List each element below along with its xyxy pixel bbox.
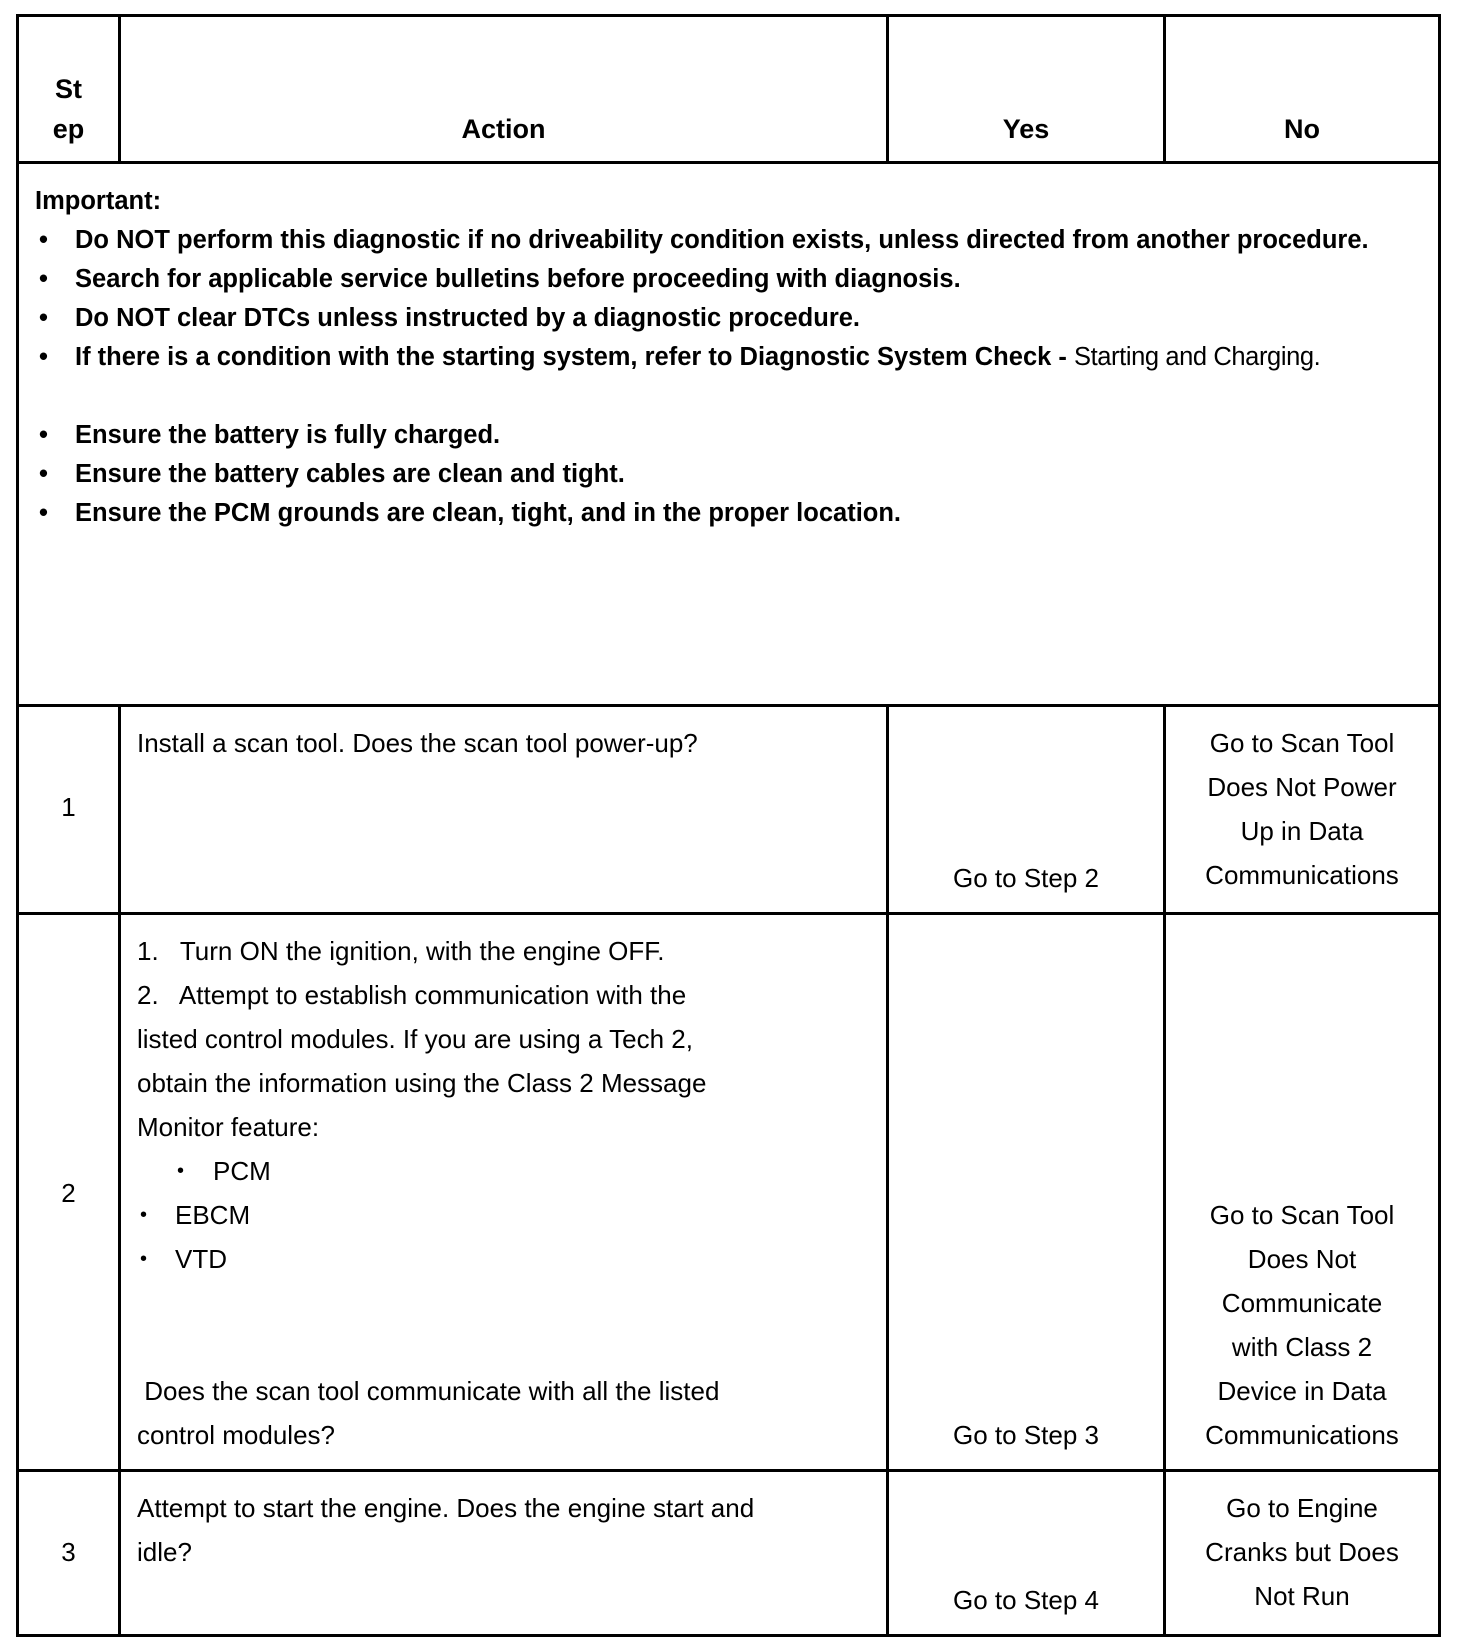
yes-text: Go to Step 2 [953, 863, 1099, 893]
module-item: • VTD [137, 1237, 870, 1281]
no-text-line: Device in Data [1217, 1376, 1387, 1406]
diagnostic-table [16, 14, 1441, 1637]
important-item: • Search for applicable service bulletins before proceeding with diagnosis. [35, 260, 1422, 299]
no-text-line: Not Run [1254, 1581, 1350, 1611]
step-row [18, 706, 1440, 914]
important-title: Important: [35, 187, 162, 215]
action-line: Attempt to start the engine. Does the engine start and [137, 1493, 755, 1523]
header-step [18, 16, 120, 163]
action-ol-item: 2. Attempt to establish communication with the [137, 980, 687, 1010]
action-cell [120, 706, 888, 914]
header-action-label: Action [461, 114, 546, 144]
yes-text: Go to Step 3 [953, 1420, 1099, 1450]
important-item-bold-part: If there is a condition with the starting system, refer to Diagnostic System Check - [75, 343, 1067, 371]
important-item-normal-part: Starting and Charging. [1073, 343, 1321, 371]
action-line: listed control modules. If you are using a Tech 2, [137, 1024, 693, 1054]
header-step-line2: ep [52, 114, 85, 144]
action-cell [120, 914, 888, 1471]
action-cell [120, 1471, 888, 1636]
no-text [1166, 1193, 1438, 1457]
action-text [121, 915, 886, 1457]
header-action [120, 16, 888, 163]
header-no-label: No [1284, 114, 1320, 144]
yes-cell [888, 1471, 1165, 1636]
step-number: 2 [61, 1178, 76, 1208]
action-line: obtain the information using the Class 2 Message [137, 1068, 707, 1098]
step-number-cell [18, 706, 120, 914]
important-cell [18, 163, 1440, 706]
no-cell [1165, 1471, 1440, 1636]
step-number-cell [18, 1471, 120, 1636]
important-item: • Ensure the PCM grounds are clean, tight, and in the proper location. [35, 494, 1422, 533]
step-number-cell [18, 914, 120, 1471]
no-text-line: Go to Engine [1226, 1493, 1378, 1523]
step-row [18, 1471, 1440, 1636]
header-yes [888, 16, 1165, 163]
no-text-line: with Class 2 [1231, 1332, 1373, 1362]
no-text [1166, 1486, 1438, 1618]
no-text-line: Communicate [1221, 1288, 1383, 1318]
important-item [35, 338, 1422, 377]
header-yes-label: Yes [1002, 114, 1050, 144]
action-text: Install a scan tool. Does the scan tool power-up? [137, 728, 698, 758]
header-step-line1: St [55, 74, 82, 104]
header-row [18, 16, 1440, 163]
important-list [35, 221, 1422, 533]
important-item: • Do NOT perform this diagnostic if no driveability condition exists, unless directed from another procedure. [35, 221, 1422, 260]
no-text-line: Communications [1205, 860, 1399, 890]
action-text [121, 1472, 886, 1574]
no-text-line: Does Not Power [1207, 772, 1397, 802]
no-cell [1165, 914, 1440, 1471]
step-row [18, 914, 1440, 1471]
important-item: • Ensure the battery is fully charged. [35, 416, 1422, 455]
yes-text: Go to Step 4 [953, 1585, 1099, 1615]
header-no [1165, 16, 1440, 163]
action-ol-item: 1. Turn ON the ignition, with the engine OFF. [137, 936, 665, 966]
action-line: idle? [137, 1537, 192, 1567]
module-item: • PCM [137, 1149, 870, 1193]
no-text [1166, 721, 1438, 897]
no-text-line: Does Not [1247, 1244, 1357, 1274]
important-item: • Ensure the battery cables are clean and tight. [35, 455, 1422, 494]
no-text-line: Up in Data [1240, 816, 1364, 846]
step-number: 1 [61, 792, 76, 822]
no-cell [1165, 706, 1440, 914]
important-row [18, 163, 1440, 706]
no-text-line: Communications [1205, 1420, 1399, 1450]
no-text-line: Go to Scan Tool [1209, 1200, 1395, 1230]
no-text-line: Cranks but Does [1205, 1537, 1399, 1567]
module-item: • EBCM [137, 1193, 870, 1237]
yes-cell [888, 706, 1165, 914]
yes-cell [888, 914, 1165, 1471]
action-line: Monitor feature: [137, 1112, 320, 1142]
important-item: • Do NOT clear DTCs unless instructed by a diagnostic procedure. [35, 299, 1422, 338]
no-text-line: Go to Scan Tool [1209, 728, 1395, 758]
action-question-line: control modules? [137, 1420, 335, 1450]
action-question-line: Does the scan tool communicate with all the listed [137, 1376, 720, 1406]
step-number: 3 [61, 1537, 76, 1567]
